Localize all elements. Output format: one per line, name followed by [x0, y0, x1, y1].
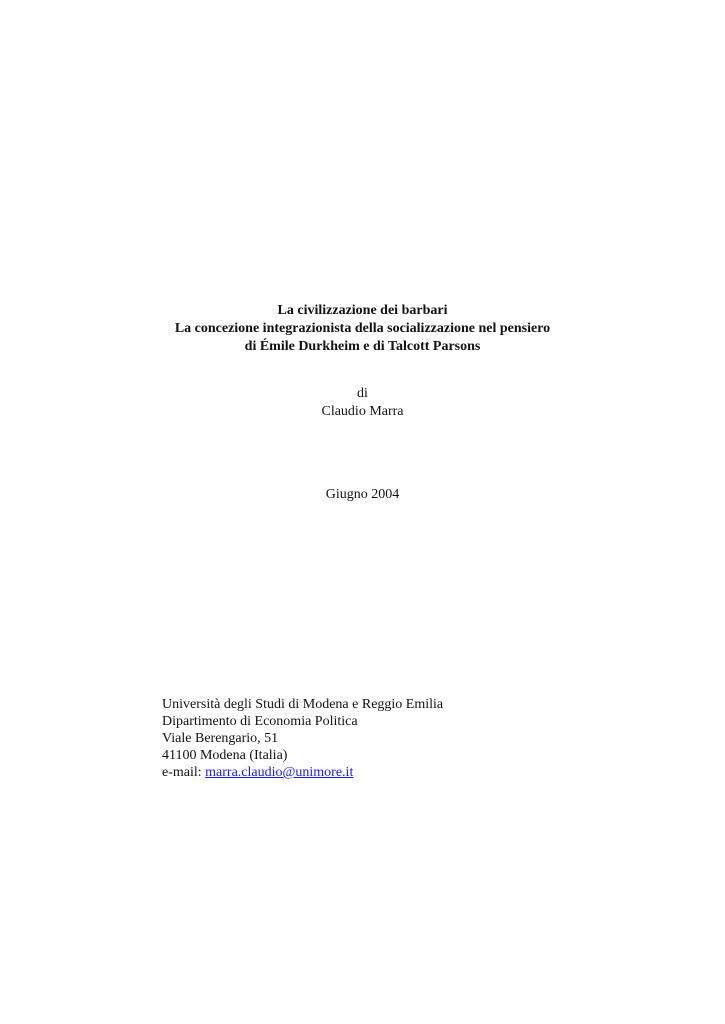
city-address: 41100 Modena (Italia)	[162, 748, 288, 763]
university-name: Università degli Studi di Modena e Reggio Emilia	[162, 697, 444, 712]
byline-prefix: di	[357, 386, 368, 401]
email-line	[162, 764, 443, 781]
department-name: Dipartimento di Economia Politica	[162, 714, 358, 729]
title-line-subtitle: La concezione integrazionista della socializzazione nel pensiero	[174, 321, 551, 336]
email-label: e-mail:	[162, 765, 206, 780]
document-title	[0, 302, 725, 356]
title-line-authors: di Émile Durkheim e di Talcott Parsons	[244, 339, 481, 354]
author-name: Claudio Marra	[321, 404, 404, 419]
title-line-main: La civilizzazione dei barbari	[277, 303, 448, 318]
publication-date: Giugno 2004	[325, 487, 400, 502]
street-address: Viale Berengario, 51	[162, 731, 279, 746]
affiliation-address	[162, 696, 443, 781]
email-link[interactable]: marra.claudio@unimore.it	[205, 765, 354, 780]
